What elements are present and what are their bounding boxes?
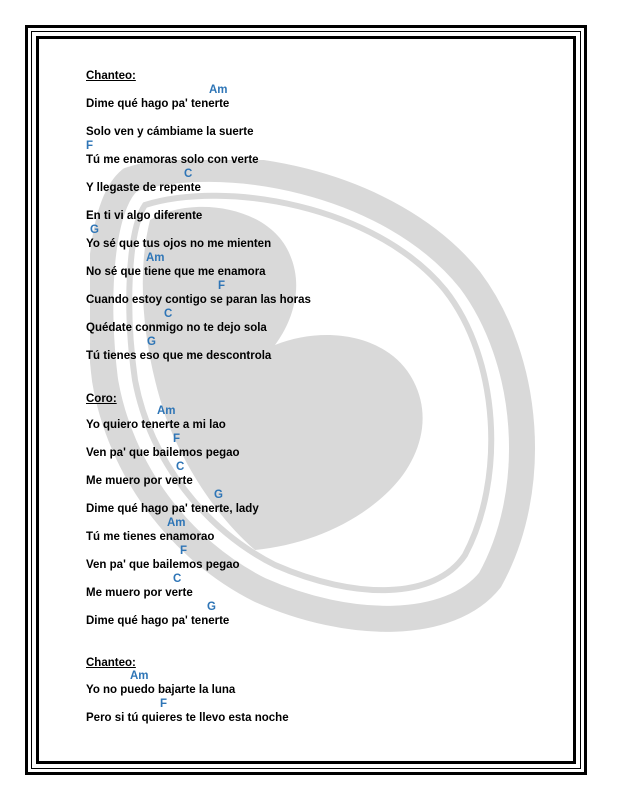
chord-label: Am xyxy=(157,405,176,417)
lyric-line: Dime qué hago pa' tenerte xyxy=(86,98,230,110)
chord-label: Am xyxy=(209,84,228,96)
chord-label: G xyxy=(214,489,223,501)
lyric-line: Tú me tienes enamorao xyxy=(86,531,215,543)
lyric-line: Yo no puedo bajarte la luna xyxy=(86,684,236,696)
lyric-line: Yo sé que tus ojos no me mienten xyxy=(86,238,272,250)
lyric-line: Cuando estoy contigo se paran las horas xyxy=(86,294,311,306)
lyric-line: Pero si tú quieres te llevo esta noche xyxy=(86,712,289,724)
chord-label: C xyxy=(184,168,193,180)
lyric-line: No sé que tiene que me enamora xyxy=(86,266,266,278)
chord-label: Am xyxy=(146,252,165,264)
chord-label: Am xyxy=(130,670,149,682)
chord-label: F xyxy=(160,698,168,710)
lyric-line: Ven pa' que bailemos pegao xyxy=(86,447,240,459)
lyric-line: Solo ven y cámbiame la suerte xyxy=(86,126,254,138)
lyric-line: Me muero por verte xyxy=(86,587,193,599)
chord-label: F xyxy=(180,545,188,557)
lyric-line: Me muero por verte xyxy=(86,475,193,487)
chord-label: Am xyxy=(167,517,186,529)
chord-label: F xyxy=(86,140,94,152)
section-heading: Chanteo: xyxy=(86,657,136,669)
lyric-line: Y llegaste de repente xyxy=(86,182,201,194)
section-heading: Coro: xyxy=(86,393,117,405)
chord-label: F xyxy=(173,433,181,445)
chord-label: C xyxy=(164,308,173,320)
lyric-line: Dime qué hago pa' tenerte, lady xyxy=(86,503,259,515)
lyric-line: Tú tienes eso que me descontrola xyxy=(86,350,272,362)
lyric-line: Quédate conmigo no te dejo sola xyxy=(86,322,267,334)
lyric-line: Yo quiero tenerte a mi lao xyxy=(86,419,226,431)
chord-label: C xyxy=(173,573,182,585)
lyric-line: Ven pa' que bailemos pegao xyxy=(86,559,240,571)
lyric-line: Dime qué hago pa' tenerte xyxy=(86,615,230,627)
chord-label: G xyxy=(207,601,216,613)
section-heading: Chanteo: xyxy=(86,70,136,82)
lyric-line: En ti vi algo diferente xyxy=(86,210,203,222)
chord-label: C xyxy=(176,461,185,473)
lyric-line: Tú me enamoras solo con verte xyxy=(86,154,259,166)
chord-label: G xyxy=(90,224,99,236)
chord-label: G xyxy=(147,336,156,348)
chord-label: F xyxy=(218,280,226,292)
